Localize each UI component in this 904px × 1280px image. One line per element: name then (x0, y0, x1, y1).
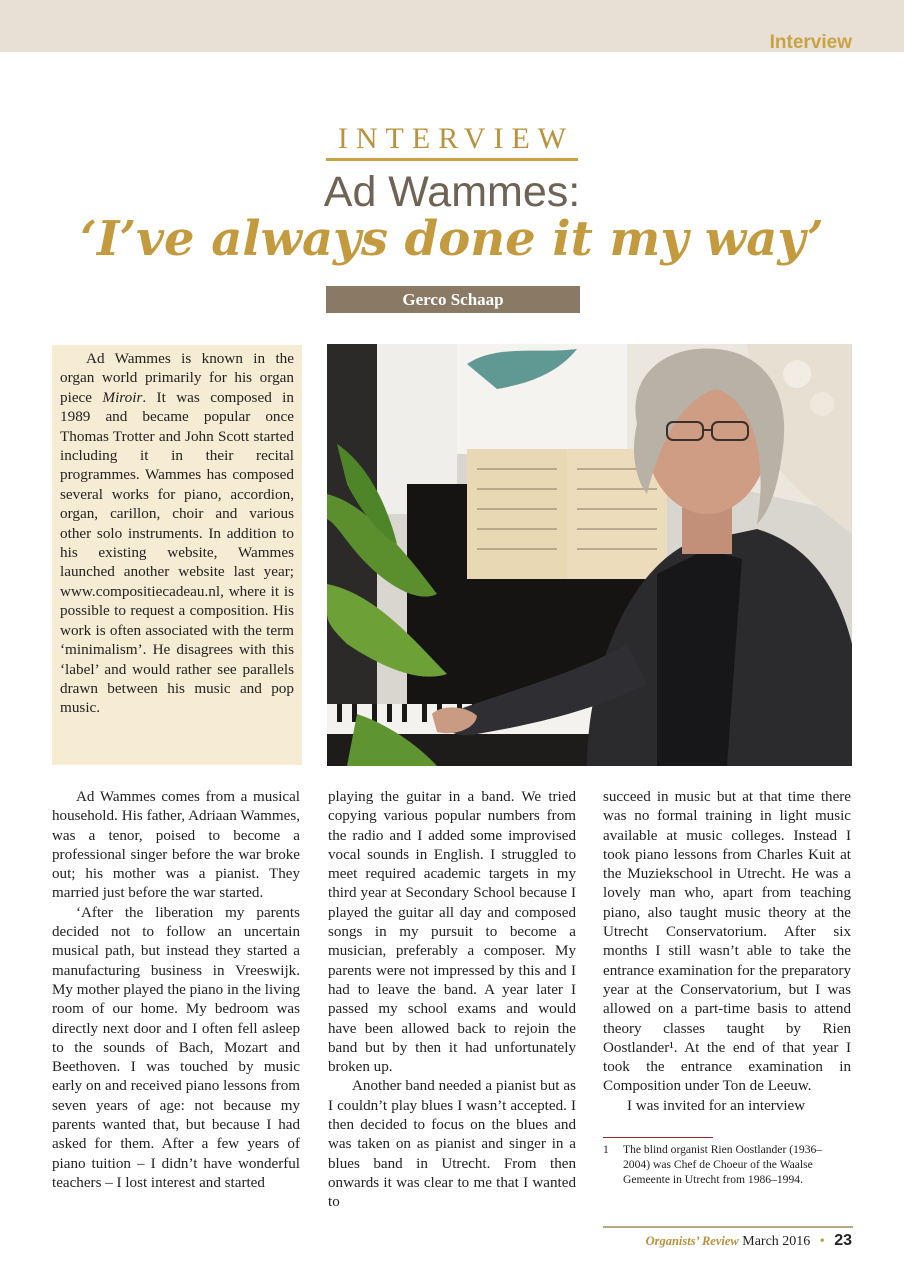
header-band (0, 0, 904, 52)
standfirst-text (60, 349, 294, 718)
footnote-rule (603, 1137, 713, 1138)
body-paragraph: Another band needed a pianist but as I couldn’t play blues I wasn’t accepted. I then decided to focus on the blues and was taken on as pianist and singer in a blues band in Utrecht. From then onwards it was clear to me that I wanted to (328, 1078, 576, 1211)
footnote-number: 1 (603, 1143, 609, 1156)
page-number: 23 (834, 1232, 852, 1249)
standfirst-box (52, 345, 302, 765)
standfirst-part1: Ad Wammes is known in the organ world primarily for his organ piece (60, 350, 294, 406)
kicker-text: INTERVIEW (326, 122, 578, 161)
body-paragraph: Ad Wammes comes from a musical household. His father, Adriaan Wammes, was a tenor, poised to become a professional singer before the war broke out; his mother was a pianist. They married just before the war started. (52, 789, 300, 902)
footer-rule (603, 1226, 853, 1228)
footnote (603, 1142, 843, 1187)
body-column-1 (52, 788, 300, 1193)
journal-name: Organists’ Review (645, 1234, 739, 1248)
article-kicker (0, 122, 904, 161)
author-byline: Gerco Schaap (326, 286, 580, 313)
body-paragraph: succeed in music but at that time there was no formal training in light music available at music colleges. Instead I took piano lessons from Charles Kuit at the Muziekschool in Utrecht. He was a lovely man who, apart from teaching piano, also taught music theory at the Utrecht Conservatorium. After six months I still wasn’t able to take the entrance examination for the preparatory year at the Conservatorium, but I was allowed on a part-time basis to attend theory classes taught by Rien Oostlander¹. At the end of that year I took the entrance examination in Composition under Ton de Leeuw. (603, 789, 851, 1095)
section-label: Interview (769, 32, 852, 53)
footer-bullet: • (819, 1234, 825, 1249)
body-paragraph: I was invited for an interview (627, 1097, 806, 1114)
article-title: Ad Wammes: (323, 168, 581, 216)
standfirst-part2: . It was composed in 1989 and became popular once Thomas Trotter and John Scott started including it in their recital programmes. Wammes has composed several works for piano, accordion, organ, carillon, choir and various other solo instruments. In addition to his existing website, Wammes launched another website last year; www.compositiecadeau.nl, where it is possible to request a composition. His work is often associated with the term ‘minimalism’. He disagrees with this ‘label’ and would rather see parallels drawn between his music and pop music. (60, 388, 294, 717)
body-column-2 (328, 788, 576, 1213)
body-column-3 (603, 788, 851, 1116)
standfirst-piece-title: Miroir (102, 388, 143, 406)
body-paragraph: ‘After the liberation my parents decided not to follow an uncertain musical path, but instead they started a manufacturing business in Vreeswijk. My mother played the piano in the living room of our home. My bedroom was directly next door and I often fell asleep to the sounds of Bach, Mozart and Beethoven. I was touched by music early on and received piano lessons from seven years of age: not because my parents wanted that, but because I had asked for them. After a few years of piano tuition – I didn’t have wonderful teachers – I lost interest and started (52, 904, 300, 1191)
photo-illustration (327, 344, 852, 766)
footnote-text: The blind organist Rien Oostlander (1936–2004) was Chef de Choeur of the Waalse Gemeente in Utrecht from 1986–1994. (623, 1143, 823, 1186)
issue-date: March 2016 (742, 1234, 811, 1249)
article-subtitle: ‘I’ve always done it my way’ (80, 211, 824, 267)
article-photo (327, 344, 852, 766)
body-paragraph: playing the guitar in a band. We tried copying various popular numbers from the radio and I added some improvised vocal sounds in English. I struggled to meet required academic targets in my third year at Secondary School because I played the guitar all day and composed songs in my pursuit to become a musician, preferably a composer. My parents were not impressed by this and I had to leave the band. A year later I passed my school exams and would have been allowed back to rejoin the band but by then it had unfortunately broken up. (328, 789, 576, 1076)
page-footer (646, 1232, 852, 1250)
